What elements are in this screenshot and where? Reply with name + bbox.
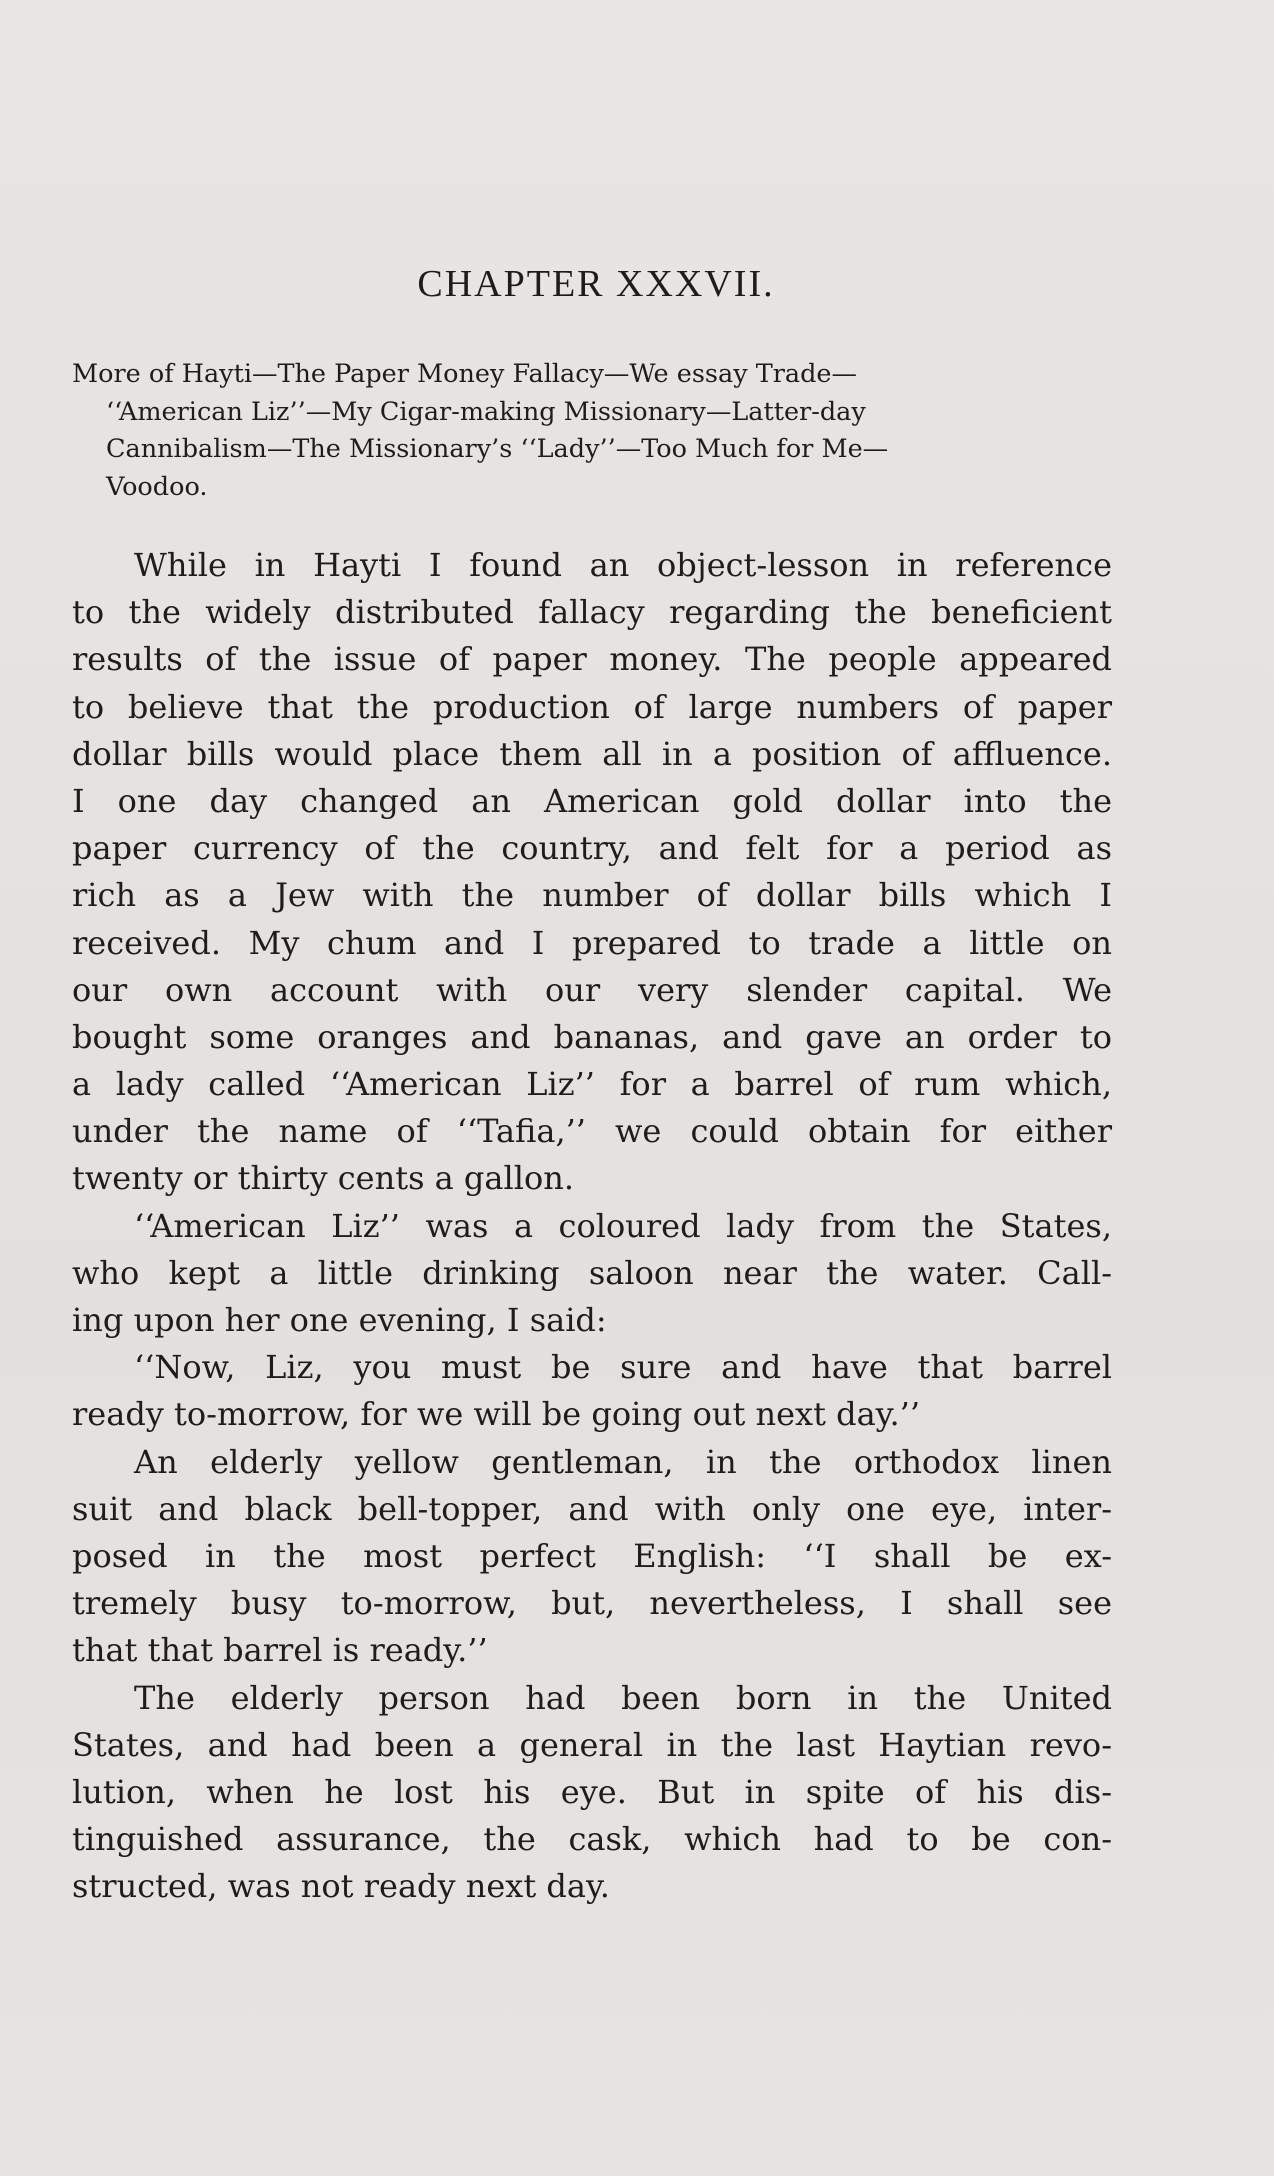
body-line: under the name of ‘‘Tafia,’’ we could obtain for either — [72, 1112, 1112, 1151]
body-line: tinguished assurance, the cask, which had to be con- — [72, 1820, 1112, 1859]
synopsis-line: Cannibalism—The Missionary’s ‘‘Lady’’—Too Much for Me— — [106, 434, 889, 464]
body-line: rich as a Jew with the number of dollar bills which I — [72, 876, 1112, 915]
body-line: States, and had been a general in the last Haytian revo- — [72, 1725, 1112, 1764]
synopsis-line: Voodoo. — [106, 471, 208, 502]
body-line: results of the issue of paper money. The people appeared — [72, 640, 1112, 679]
body-line: I one day changed an American gold dollar into the — [72, 781, 1112, 820]
body-line: to believe that the production of large numbers of paper — [72, 687, 1112, 726]
synopsis-line: More of Hayti—The Paper Money Fallacy—We essay Trade— — [72, 359, 858, 389]
body-line: who kept a little drinking saloon near the water. Call- — [72, 1253, 1112, 1292]
chapter-body — [72, 542, 1112, 1910]
body-line: paper currency of the country, and felt for a period as — [72, 829, 1112, 868]
body-line: posed in the most perfect English: ‘‘I shall be ex- — [72, 1536, 1112, 1575]
body-line: The elderly person had been born in the United — [134, 1678, 1112, 1717]
body-line: structed, was not ready next day. — [72, 1867, 610, 1906]
body-line: An elderly yellow gentleman, in the orthodox linen — [134, 1442, 1112, 1481]
body-line: our own account with our very slender capital. We — [72, 970, 1112, 1009]
body-line: a lady called ‘‘American Liz’’ for a barrel of rum which, — [72, 1065, 1112, 1104]
body-line: lution, when he lost his eye. But in spite of his dis- — [72, 1772, 1112, 1811]
chapter-synopsis — [72, 356, 1112, 506]
body-line: to the widely distributed fallacy regarding the beneficient — [72, 593, 1112, 632]
body-line: ing upon her one evening, I said: — [72, 1301, 607, 1339]
body-line: tremely busy to-morrow, but, nevertheless, I shall see — [72, 1584, 1112, 1623]
synopsis-line: ‘‘American Liz’’—My Cigar-making Missionary—Latter-day — [106, 396, 866, 427]
chapter-title: CHAPTER XXXVII. — [417, 263, 775, 305]
body-line: bought some oranges and bananas, and gave an order to — [72, 1017, 1112, 1056]
body-line: that that barrel is ready.’’ — [72, 1631, 488, 1670]
body-line: suit and black bell-topper, and with only one eye, inter- — [72, 1489, 1112, 1528]
body-line: received. My chum and I prepared to trade a little on — [72, 923, 1112, 962]
body-line: ready to-morrow, for we will be going out next day.’’ — [72, 1395, 921, 1434]
body-line: ‘‘Now, Liz, you must be sure and have that barrel — [134, 1348, 1112, 1387]
body-line: twenty or thirty cents a gallon. — [72, 1159, 574, 1198]
body-line: ‘‘American Liz’’ was a coloured lady from the States, — [134, 1206, 1112, 1245]
body-line: While in Hayti I found an object-lesson in reference — [134, 546, 1112, 584]
body-line: dollar bills would place them all in a position of affluence. — [72, 734, 1112, 773]
